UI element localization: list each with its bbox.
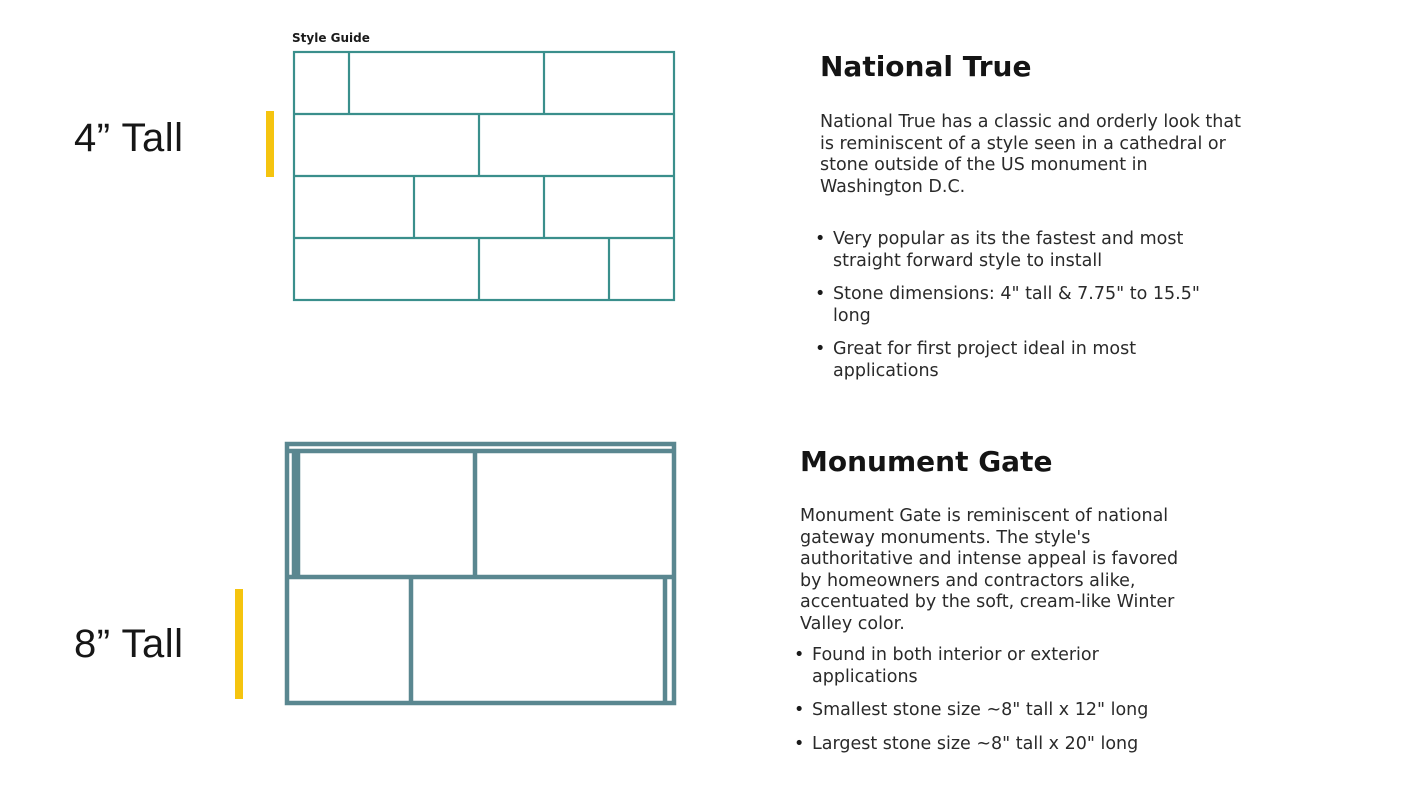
- height-label-4-inch: 4” Tall: [74, 116, 184, 160]
- national-true-feature-item: • Very popular as its the fastest and most straight forward style to install: [813, 229, 1213, 272]
- monument-gate-title: Monument Gate: [800, 445, 1053, 478]
- national-true-title: National True: [820, 50, 1032, 83]
- monument-gate-feature-item: • Smallest stone size ~8" tall x 12" long: [792, 700, 1152, 722]
- monument-gate-feature-item: • Found in both interior or exterior applications: [792, 645, 1152, 688]
- national-true-feature-item: • Great for first project ideal in most applications: [813, 339, 1213, 382]
- national-true-pattern-diagram: [290, 48, 678, 304]
- pattern-outline: [287, 444, 674, 703]
- height-indicator-bar-4-inch: [266, 111, 274, 177]
- national-true-features-list: [813, 229, 1213, 394]
- monument-gate-description: Monument Gate is reminiscent of national gateway monuments. The style's authoritative and intense appeal is favored by homeowners and contractors alike, accentuated by the soft, cream-like Winter Valley color.: [800, 506, 1179, 634]
- national-true-feature-item: • Stone dimensions: 4" tall & 7.75" to 15.5" long: [813, 284, 1213, 327]
- style-guide-label: Style Guide: [292, 31, 370, 45]
- national-true-description: National True has a classic and orderly look that is reminiscent of a style seen in a cathedral or stone outside of the US monument in Washington D.C.: [820, 112, 1241, 197]
- monument-gate-feature-item: • Largest stone size ~8" tall x 20" long: [792, 734, 1152, 756]
- height-label-8-inch: 8” Tall: [74, 622, 184, 666]
- height-indicator-bar-8-inch: [235, 589, 243, 699]
- monument-gate-features-list: [792, 645, 1152, 767]
- monument-gate-pattern-diagram: [283, 440, 679, 708]
